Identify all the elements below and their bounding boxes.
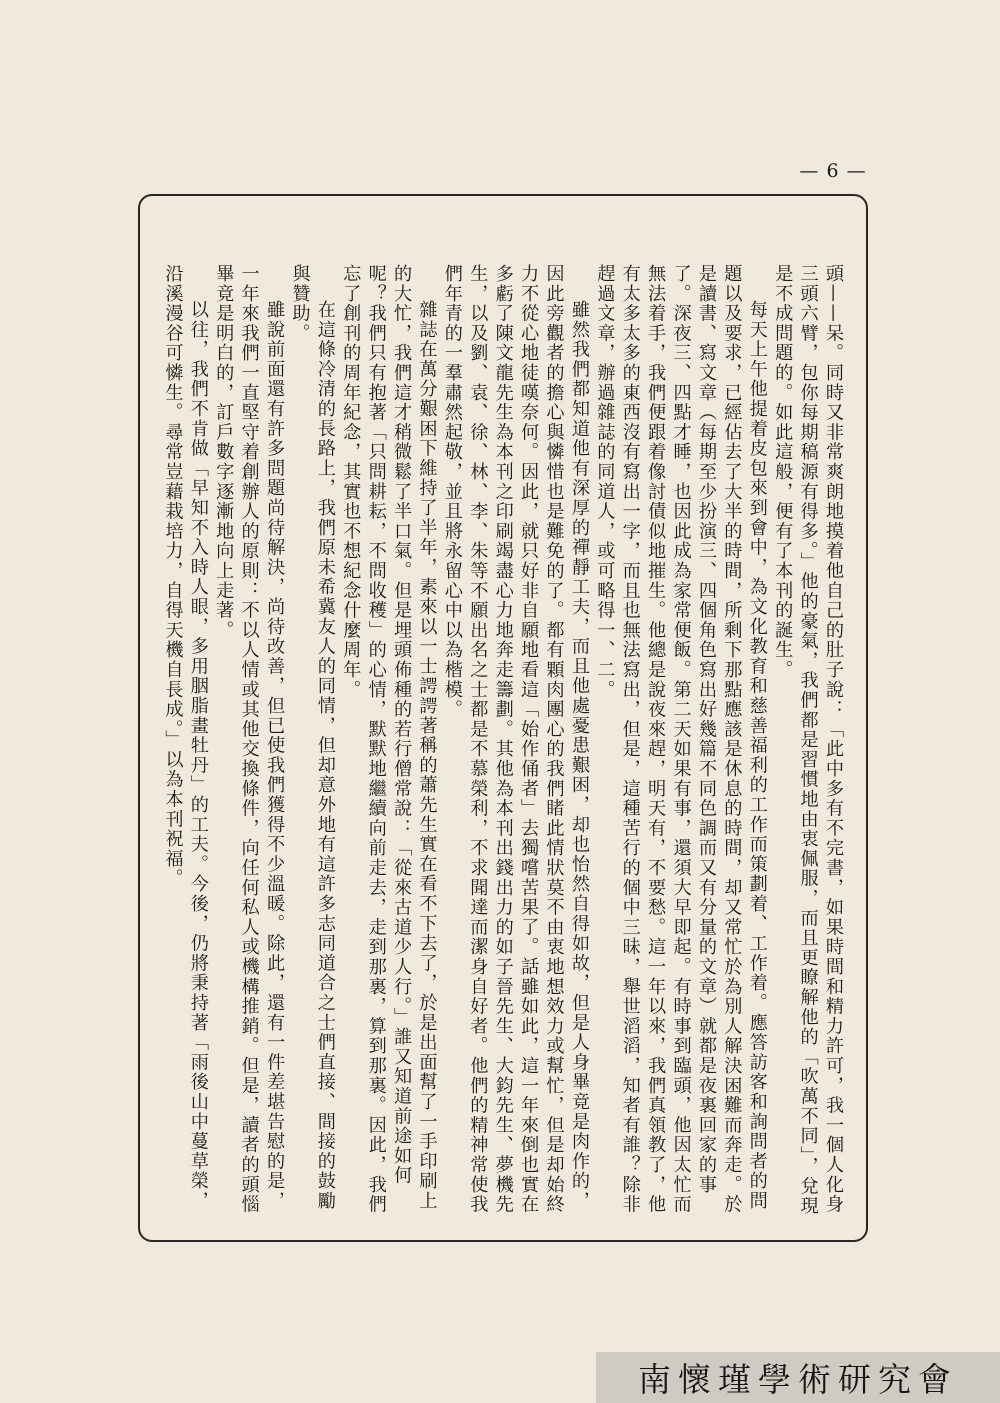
article-paragraph: 頭——呆。同時又非常爽朗地摸着他自己的肚子說：「此中多有不完書，如果時間和精力許可，我一個人化身三頭六臂，包你每期稿源有得多。」他的豪氣，我們都是習慣地由衷佩服，而且更瞭解他的「吹萬不同」，兌現是不成問題的。如此這般，便有了本刊的誕生。 bbox=[772, 264, 844, 1216]
article-body bbox=[160, 264, 846, 1224]
article-paragraph: 雜誌在萬分艱困下維持了半年，素來以一士諤諤著稱的蕭先生實在看不下去了，於是出面幫了一手印刷上的大忙，我們這才稍微鬆了半口氣。但是埋頭佈種的若行僧常說：「從來古道少人行。」誰又知道前途如何呢？我們只有抱著「只問耕耘，不問收穫」的心情，默默地繼續向前走去，走到那裏，算到那裏。因此，我們忘了創刊的周年紀念，其實也不想紀念什麼周年。 bbox=[340, 264, 438, 1215]
publisher-watermark: 南懷瑾學術研究會 bbox=[596, 1352, 1000, 1403]
article-paragraph: 每天上午他提着皮包來到會中，為文化教育和慈善福利的工作而策劃着、工作着。應答訪客和詢問者的問題以及要求，已經佔去了大半的時間，所剩下那點應該是休息的時間，却又常忙於為別人解決困難而奔走。於是讀書、寫文章（每期至少扮演三、四個角色寫出好幾篇不同色調而又有分量的文章）就都是夜裏回家的事了。深夜三、四點才睡，也因此成為家常便飯。第二天如果有事，還須大早即起。有時事到臨頭，他因太忙而無法着手，我們便跟着像討債似地摧生。他總是說夜來趕，明天有，不要愁。這一年以來，我們真領教了，他有太多太多的東西沒有寫出一字，而且也無法寫出，但是，這種苦行的個中三昧，舉世滔滔，知者有誰？除非趕過文章，辦過雜誌的同道人，或可略得一、二。 bbox=[594, 264, 768, 1215]
article-paragraph: 以往，我們不肯做「早知不入時人眼，多用胭脂畫牡丹」的工夫。今後，仍將秉持著「雨後山中蔓草榮，沿溪漫谷可憐生。尋常豈藉栽培力，自得天機自長成。」以為本刊祝福。 bbox=[162, 264, 209, 1212]
page-number: — 6 — bbox=[799, 160, 867, 182]
article-paragraph: 在這條冷清的長路上，我們原未希冀友人的同情，但却意外地有這許多志同道合之士們直接、間接的鼓勵與贊助。 bbox=[289, 264, 336, 1212]
article-paragraph: 雖然我們都知道他有深厚的禪靜工夫，而且他處憂患艱困，却也怡然自得如故，但是人身畢竟是肉作的，因此旁觀者的擔心與憐惜也是難免的了。都有顆肉團心的我們睹此情狀莫不由衷地想效力或幫忙，但是却始終力不從心地徒嘆奈何。因此，就只好非自願地看這「始作俑者」去獨嚐苦果了。話雖如此，這一年來倒也實在多虧了陳文龍先生為本刊之印刷竭盡心力地奔走籌劃。其他為本刊出錢出力的如子晉先生、大鈞先生、夢機先生，以及劉、袁、徐、林、李、朱等不願出名之士都是不慕榮利，不求聞達而潔身自好者。他們的精神常使我們年青的一羣肅然起敬，並且將永留心中以為楷模。 bbox=[441, 264, 590, 1215]
article-paragraph: 雖說前面還有許多問題尚待解決，尚待改善，但已使我們獲得不少溫暖。除此，還有一件差堪告慰的是，一年來我們一直堅守着創辦人的原則：不以人情或其他交換條件，向任何私人或機構推銷。但是，讀者的頭惱畢竟是明白的，訂戶數字逐漸地向上走著。 bbox=[213, 264, 286, 1215]
